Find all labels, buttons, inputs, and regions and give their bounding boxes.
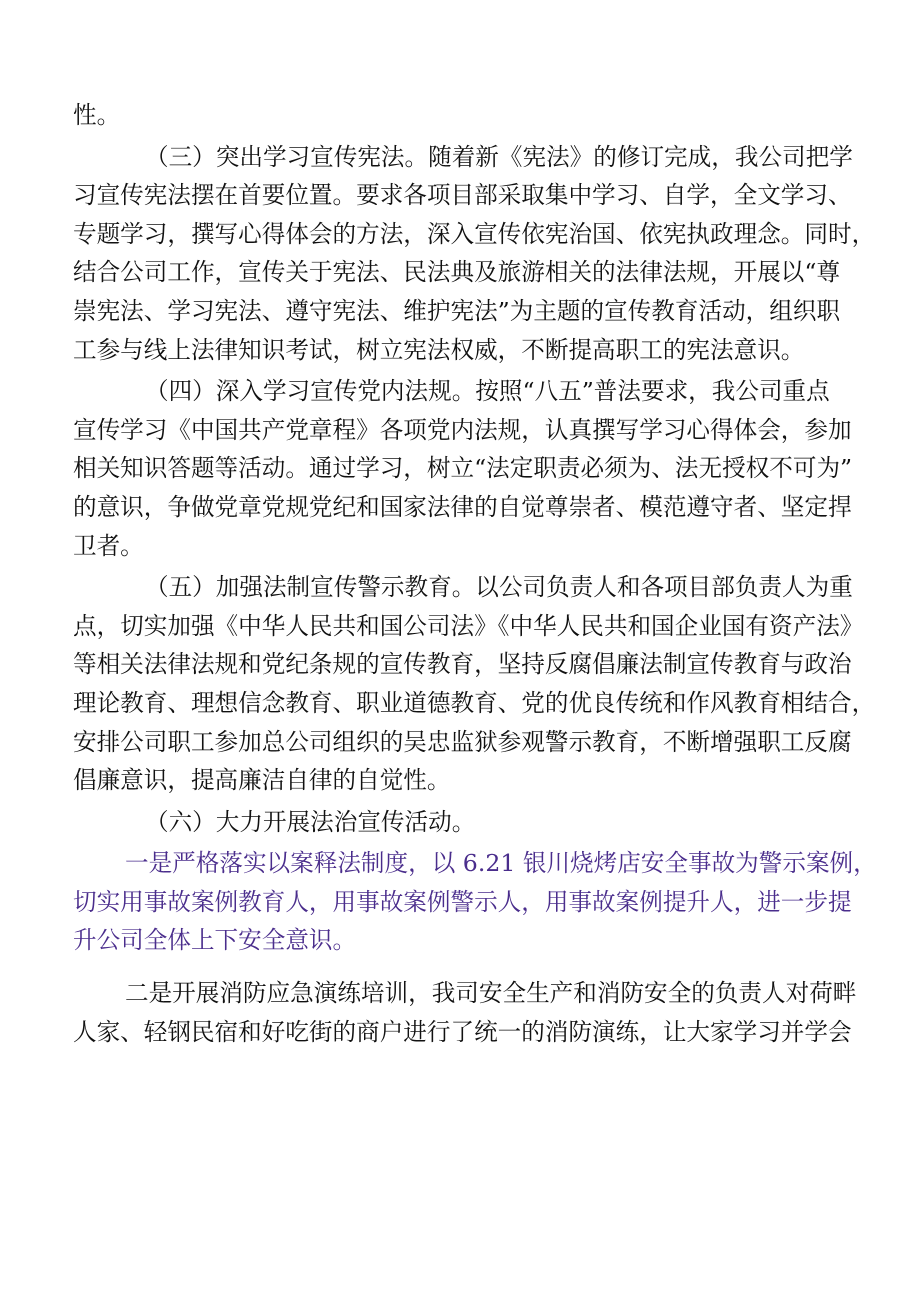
section-heading-line: （四）深入学习宣传党内法规。按照“八五”普法要求，我公司重点 xyxy=(145,377,830,406)
text-line: 卫者。 xyxy=(73,531,144,560)
text-line: 理论教育、理想信念教育、职业道德教育、党的优良传统和作风教育相结合， xyxy=(73,688,876,717)
text-line: 的意识，争做党章党规党纪和国家法律的自觉尊崇者、模范遵守者、坚定捍 xyxy=(73,492,852,521)
paragraph-section-6 xyxy=(73,803,843,842)
text-line: 安排公司职工参加总公司组织的吴忠监狱参观警示教育，不断增强职工反腐 xyxy=(73,727,852,756)
text-line: 一是严格落实以案释法制度，以 6.21 银川烧烤店安全事故为警示案例， xyxy=(125,849,877,878)
text-line: 工参与线上法律知识考试，树立宪法权威，不断提高职工的宪法意识。 xyxy=(73,335,805,364)
text-line: 结合公司工作，宣传关于宪法、民法典及旅游相关的法律法规，开展以“尊 xyxy=(73,258,841,287)
document-page xyxy=(73,96,877,1051)
paragraph-section-3 xyxy=(73,138,876,370)
paragraph-item-2 xyxy=(73,974,857,1051)
text-line: 切实用事故案例教育人，用事故案例警示人，用事故案例提升人，进一步提 xyxy=(73,887,852,916)
text-line: 倡廉意识，提高廉洁自律的自觉性。 xyxy=(73,766,451,795)
text-line: 习宣传宪法摆在首要位置。要求各项目部采取集中学习、自学，全文学习、 xyxy=(73,181,852,210)
text-line: 性。 xyxy=(73,101,121,129)
text-line: 专题学习，撰写心得体会的方法，深入宣传依宪治国、依宪执政理念。同时， xyxy=(73,219,876,248)
paragraph-section-4 xyxy=(73,372,853,565)
paragraph-section-5 xyxy=(73,568,876,800)
text-line: 等相关法律法规和党纪条规的宣传教育，坚持反腐倡廉法制宣传教育与政治 xyxy=(73,650,852,679)
text-line: 二是开展消防应急演练培训，我司安全生产和消防安全的负责人对荷畔 xyxy=(125,979,857,1008)
paragraph-item-1-highlighted xyxy=(73,844,877,960)
text-line: 相关知识答题等活动。通过学习，树立“法定职责必须为、法无授权不可为” xyxy=(73,454,853,483)
section-heading-line: （六）大力开展法治宣传活动。 xyxy=(145,807,476,836)
text-line: 宣传学习《中国共产党章程》各项党内法规，认真撰写学习心得体会，参加 xyxy=(73,415,852,444)
text-line: 点，切实加强《中华人民共和国公司法》《中华人民共和国企业国有资产法》 xyxy=(73,611,864,640)
section-heading-line: （五）加强法制宣传警示教育。以公司负责人和各项目部负责人为重 xyxy=(145,573,853,602)
section-heading-line: （三）突出学习宣传宪法。随着新《宪法》的修订完成，我公司把学 xyxy=(145,142,853,171)
text-line: 升公司全体上下安全意识。 xyxy=(73,926,357,955)
text-line: 崇宪法、学习宪法、遵守宪法、维护宪法”为主题的宣传教育活动，组织职 xyxy=(73,296,841,325)
text-line: 人家、轻钢民宿和好吃街的商户进行了统一的消防演练，让大家学习并学会 xyxy=(73,1017,852,1046)
paragraph-tail xyxy=(73,96,843,135)
